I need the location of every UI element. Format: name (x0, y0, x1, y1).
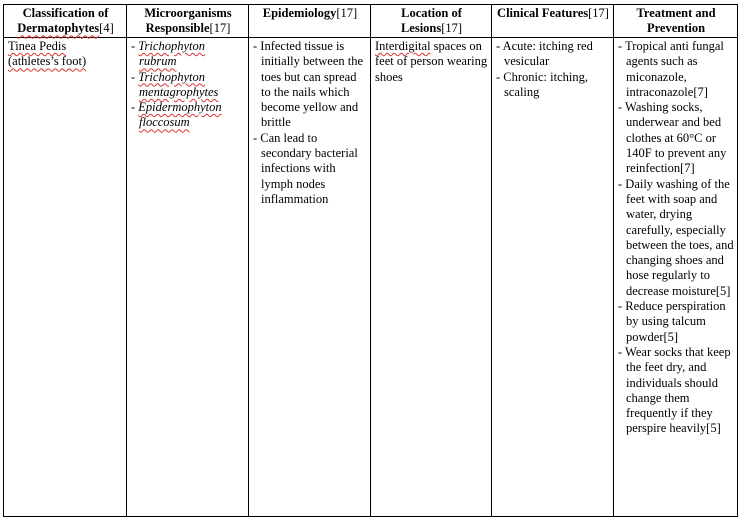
list-item: - Reduce perspiration by using talcum powder[5] (618, 299, 726, 344)
list-item: - Trichophyton rubrum (131, 39, 205, 69)
list-item: - Can lead to secondary bacterial infections with lymph nodes inflammation (253, 130, 358, 206)
table-row (4, 38, 738, 517)
cell-treatment (614, 38, 738, 517)
list-item: - Wear socks that keep the feet dry, and individuals should change them frequently if they perspire heavily[5] (618, 344, 731, 436)
header-location: Location of Lesions[17] (371, 5, 492, 38)
list-item: - Acute: itching red vesicular (496, 39, 593, 69)
list-item: - Tropical anti fungal agents such as miconazole, intraconazole[7] (618, 39, 724, 99)
list-item: - Epidermophyton floccosum (131, 100, 222, 130)
dermatophyte-table (3, 4, 738, 517)
list-item: - Infected tissue is initially between the toes but can spread to the nails which become yellow and brittle (253, 39, 364, 130)
cell-location: Interdigital spaces on feet of person wearing shoes (371, 38, 492, 517)
list-item: - Washing socks, underwear and bed clothes at 60°C or 140F to prevent any reinfection[7] (618, 100, 727, 176)
header-clinical: Clinical Features[17] (492, 5, 614, 38)
list-item: - Trichophyton mentagrophytes (131, 69, 219, 99)
list-item: - Daily washing of the feet with soap and water, drying carefully, especially between the toes, and changing shoes and hose regularly to decrease moisture[5] (618, 176, 734, 298)
header-row (4, 5, 738, 38)
condition-name: Tinea Pedis (8, 39, 67, 53)
cell-classification (4, 38, 127, 517)
condition-common-name: (athletes’s foot) (8, 54, 87, 69)
header-classification: Classification of Dermatophytes[4] (4, 5, 127, 38)
header-microorganisms: Microorganisms Responsible[17] (127, 5, 249, 38)
header-treatment: Treatment and Prevention (614, 5, 738, 38)
header-epidemiology: Epidemiology[17] (249, 5, 371, 38)
list-item: - Chronic: itching, scaling (496, 69, 588, 99)
cell-clinical (492, 38, 614, 517)
cell-epidemiology (249, 38, 371, 517)
cell-microorganisms (127, 38, 249, 517)
